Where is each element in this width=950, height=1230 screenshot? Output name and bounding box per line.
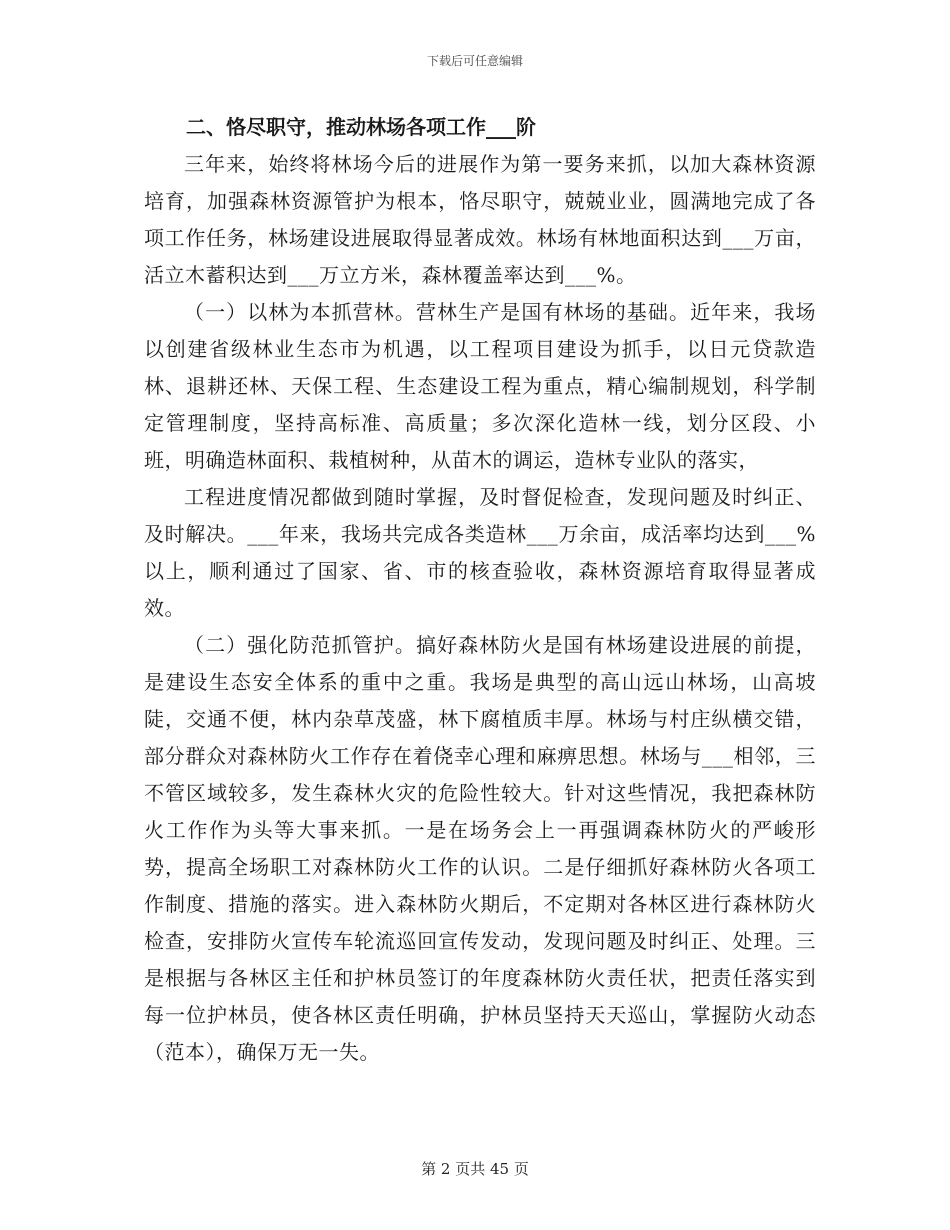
paragraph-intro: 三年来，始终将林场今后的进展作为第一要务来抓，以加大森林资源培育，加强森林资源管护为根本，恪尽职守，兢兢业业，圆满地完成了各项工作任务，林场建设进展取得显著成效。林场有林地面积达到___万亩，活立木蓄积达到___万立方米，森林覆盖率达到___%。	[144, 152, 816, 287]
document-body	[144, 108, 816, 1071]
page-number: 第 2 页共 45 页	[421, 1160, 529, 1178]
paragraph-fire-prevention: （二）强化防范抓管护。搞好森林防火是国有林场建设进展的前提，是建设生态安全体系的重中之重。我场是典型的高山远山林场，山高坡陡，交通不便，林内杂草茂盛，林下腐植质丰厚。林场与村庄纵横交错，部分群众对森林防火工作存在着侥幸心理和麻痹思想。林场与___相邻，三不管区域较多，发生森林火灾的危险性较大。针对这些情况，我把森林防火工作作为头等大事来抓。一是在场务会上一再强调森林防火的严峻形势，提高全场职工对森林防火工作的认识。二是仔细抓好森林防火各项工作制度、措施的落实。进入森林防火期后，不定期对各林区进行森林防火检查，安排防火宣传车轮流巡回宣传发动，发现问题及时纠正、处理。三是根据与各林区主任和护林员签订的年度森林防火责任状，把责任落实到每一位护林员，使各林区责任明确，护林员坚持天天巡山，掌握防火动态（范本），确保万无一失。	[144, 633, 816, 1064]
paragraph-progress: 工程进度情况都做到随时掌握，及时督促检查，发现问题及时纠正、及时解决。___年来，我场共完成各类造林___万余亩，成活率均达到___%以上，顺利通过了国家、省、市的核查验收，森林资源培育取得显著成效。	[144, 485, 816, 620]
page-header-note: 下载后可任意编辑	[426, 54, 523, 68]
section-heading: 二、恪尽职守，推动林场各项工作___阶	[186, 115, 536, 139]
paragraph-afforestation: （一）以林为本抓营林。营林生产是国有林场的基础。近年来，我场以创建省级林业生态市为机遇，以工程项目建设为抓手，以日元贷款造林、退耕还林、天保工程、生态建设工程为重点，精心编制规划，科学制定管理制度，坚持高标准、高质量；多次深化造林一线，划分区段、小班，明确造林面积、栽植树种，从苗木的调运，造林专业队的落实，	[144, 300, 816, 472]
